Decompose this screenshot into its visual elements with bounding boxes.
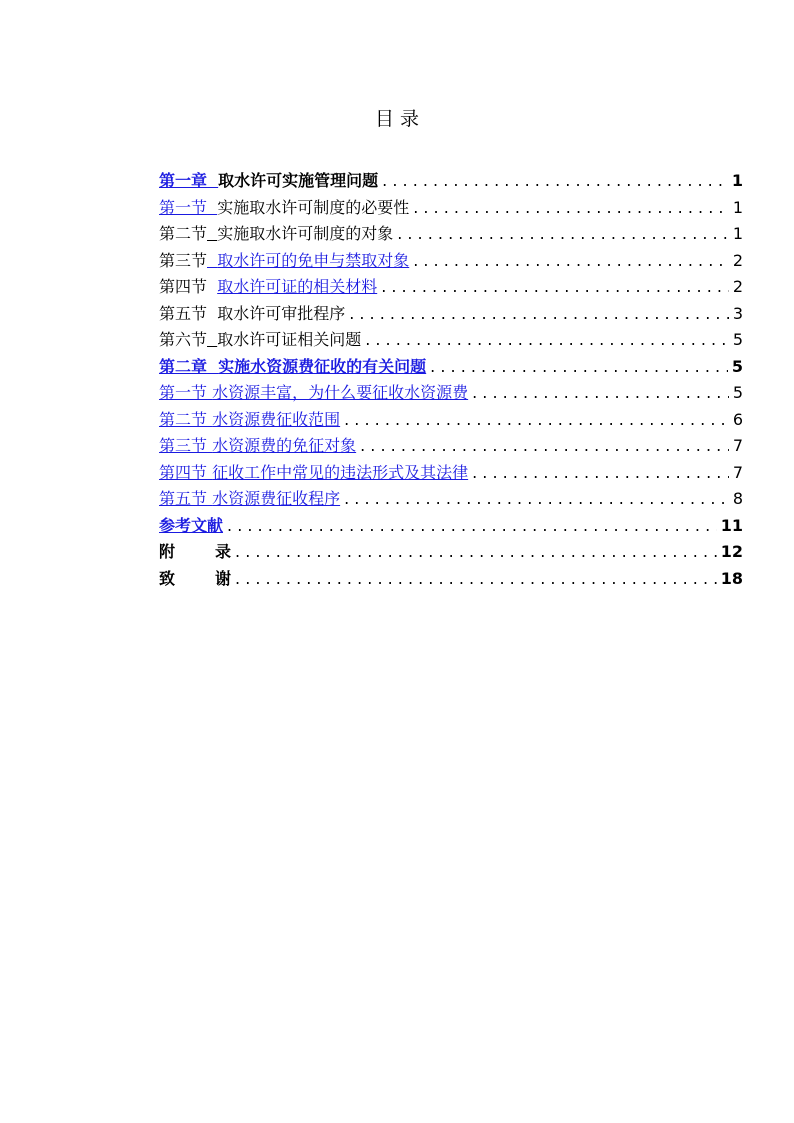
toc-entry-label — [159, 460, 468, 487]
toc-link-references[interactable]: 参考文献 — [159, 515, 224, 535]
toc-entry-label — [159, 221, 393, 248]
toc-entry-label — [159, 168, 378, 195]
dot-leader — [235, 539, 717, 566]
toc-link-section-2-4[interactable]: 第四节 — [159, 462, 208, 482]
table-of-contents — [159, 168, 743, 592]
toc-page-number: 12 — [720, 542, 743, 561]
toc-link-chapter-1[interactable]: 第一章 — [159, 171, 208, 190]
toc-entry-text: 取水许可证相关问题 — [217, 330, 362, 349]
toc-link-section-2-2-title[interactable]: 水资源费征收范围 — [212, 409, 341, 429]
toc-entry-section-1-4[interactable] — [159, 274, 743, 301]
toc-entry-label — [159, 486, 340, 513]
toc-entry-label — [159, 248, 409, 275]
toc-link-section-2-5-title[interactable]: 水资源费征收程序 — [212, 489, 341, 508]
dot-leader — [472, 380, 729, 407]
toc-link-section-2-1-title[interactable]: 水资源丰富，为什么要征收水资源费 — [212, 383, 469, 402]
toc-page-number: 7 — [732, 462, 743, 482]
toc-page-number: 5 — [732, 383, 743, 402]
toc-page-number: 8 — [732, 489, 743, 508]
toc-entry-text: 实施取水许可制度的必要性 — [217, 197, 410, 217]
dot-leader — [382, 168, 728, 195]
dot-leader — [381, 274, 729, 301]
toc-link-section-2-1[interactable]: 第一节 — [159, 383, 208, 402]
toc-entry-label — [159, 301, 345, 328]
toc-entry-label — [159, 513, 223, 540]
toc-page-number: 1 — [732, 224, 743, 243]
toc-entry-number: 第三节 — [159, 250, 208, 270]
toc-entry-number: 第二节 — [159, 224, 208, 243]
toc-entry-section-1-6[interactable] — [159, 327, 743, 354]
toc-entry-section-1-3[interactable] — [159, 248, 743, 275]
toc-entry-references[interactable] — [159, 513, 743, 540]
toc-page-number: 6 — [732, 409, 743, 429]
toc-entry-number: 第五节 — [159, 303, 208, 323]
dot-leader — [227, 513, 717, 540]
toc-link-section-1-4[interactable]: 取水许可证的相关材料 — [217, 277, 378, 296]
toc-page-number: 7 — [732, 436, 743, 455]
toc-page-number: 1 — [732, 197, 743, 217]
toc-page-number: 1 — [731, 171, 743, 190]
toc-link-section-1-1[interactable]: 第一节 — [159, 197, 208, 217]
toc-link-chapter-2-title[interactable]: 实施水资源费征收的有关问题 — [218, 356, 427, 376]
toc-page-number: 2 — [732, 250, 743, 270]
dot-leader — [235, 566, 717, 593]
toc-entry-section-2-4[interactable] — [159, 460, 743, 487]
toc-link-section-2-3[interactable]: 第三节 — [159, 436, 208, 455]
toc-entry-label — [159, 380, 468, 407]
toc-link-section-2-5[interactable]: 第五节 — [159, 489, 208, 508]
toc-link-section-2-3-title[interactable]: 水资源费的免征对象 — [212, 436, 357, 455]
toc-entry-section-1-2[interactable] — [159, 221, 743, 248]
dot-leader — [360, 433, 729, 460]
toc-entry-text: 实施取水许可制度的对象 — [217, 224, 394, 243]
toc-entry-section-1-1[interactable] — [159, 195, 743, 222]
toc-page-number: 5 — [732, 330, 743, 349]
toc-page-number: 3 — [732, 303, 743, 323]
toc-entry-section-2-5[interactable] — [159, 486, 743, 513]
toc-entry-text: 录 — [215, 542, 232, 561]
dot-leader — [349, 301, 729, 328]
dot-leader — [365, 327, 729, 354]
toc-entry-section-2-2[interactable] — [159, 407, 743, 434]
toc-entry-appendix[interactable] — [159, 539, 743, 566]
toc-page-number: 2 — [732, 277, 743, 296]
toc-entry-label — [159, 274, 377, 301]
toc-link-section-2-2[interactable]: 第二节 — [159, 409, 208, 429]
toc-entry-label — [159, 539, 231, 566]
toc-title: 目 录 — [374, 108, 420, 130]
toc-entry-chapter-2[interactable] — [159, 354, 743, 381]
toc-entry-text: 附 — [159, 542, 176, 561]
dot-leader — [413, 195, 729, 222]
toc-entry-number: 第六节 — [159, 330, 208, 349]
dot-leader — [344, 486, 729, 513]
toc-page-number: 18 — [720, 568, 743, 588]
dot-leader — [413, 248, 729, 275]
dot-leader — [344, 407, 729, 434]
dot-leader — [472, 460, 729, 487]
toc-entry-label — [159, 407, 340, 434]
toc-entry-section-2-1[interactable] — [159, 380, 743, 407]
toc-entry-section-1-5[interactable] — [159, 301, 743, 328]
toc-entry-text: 致 — [159, 568, 176, 588]
toc-entry-text: 取水许可实施管理问题 — [218, 171, 379, 190]
toc-page-number: 5 — [731, 356, 743, 376]
toc-page-number: 11 — [720, 515, 743, 535]
toc-entry-label — [159, 433, 356, 460]
toc-entry-label — [159, 354, 426, 381]
toc-entry-number: 第四节 — [159, 277, 208, 296]
toc-link-section-2-4-title[interactable]: 征收工作中常见的违法形式及其法律 — [212, 462, 469, 482]
toc-entry-acknowledgements[interactable] — [159, 566, 743, 593]
dot-leader — [430, 354, 728, 381]
toc-link-section-1-3[interactable]: 取水许可的免申与禁取对象 — [217, 250, 410, 270]
toc-entry-text: 谢 — [215, 568, 232, 588]
toc-entry-label — [159, 327, 361, 354]
toc-entry-section-2-3[interactable] — [159, 433, 743, 460]
dot-leader — [397, 221, 729, 248]
toc-entry-label — [159, 195, 409, 222]
toc-entry-label — [159, 566, 231, 593]
toc-entry-chapter-1[interactable] — [159, 168, 743, 195]
toc-link-chapter-2[interactable]: 第二章 — [159, 356, 208, 376]
toc-entry-text: 取水许可审批程序 — [217, 303, 346, 323]
